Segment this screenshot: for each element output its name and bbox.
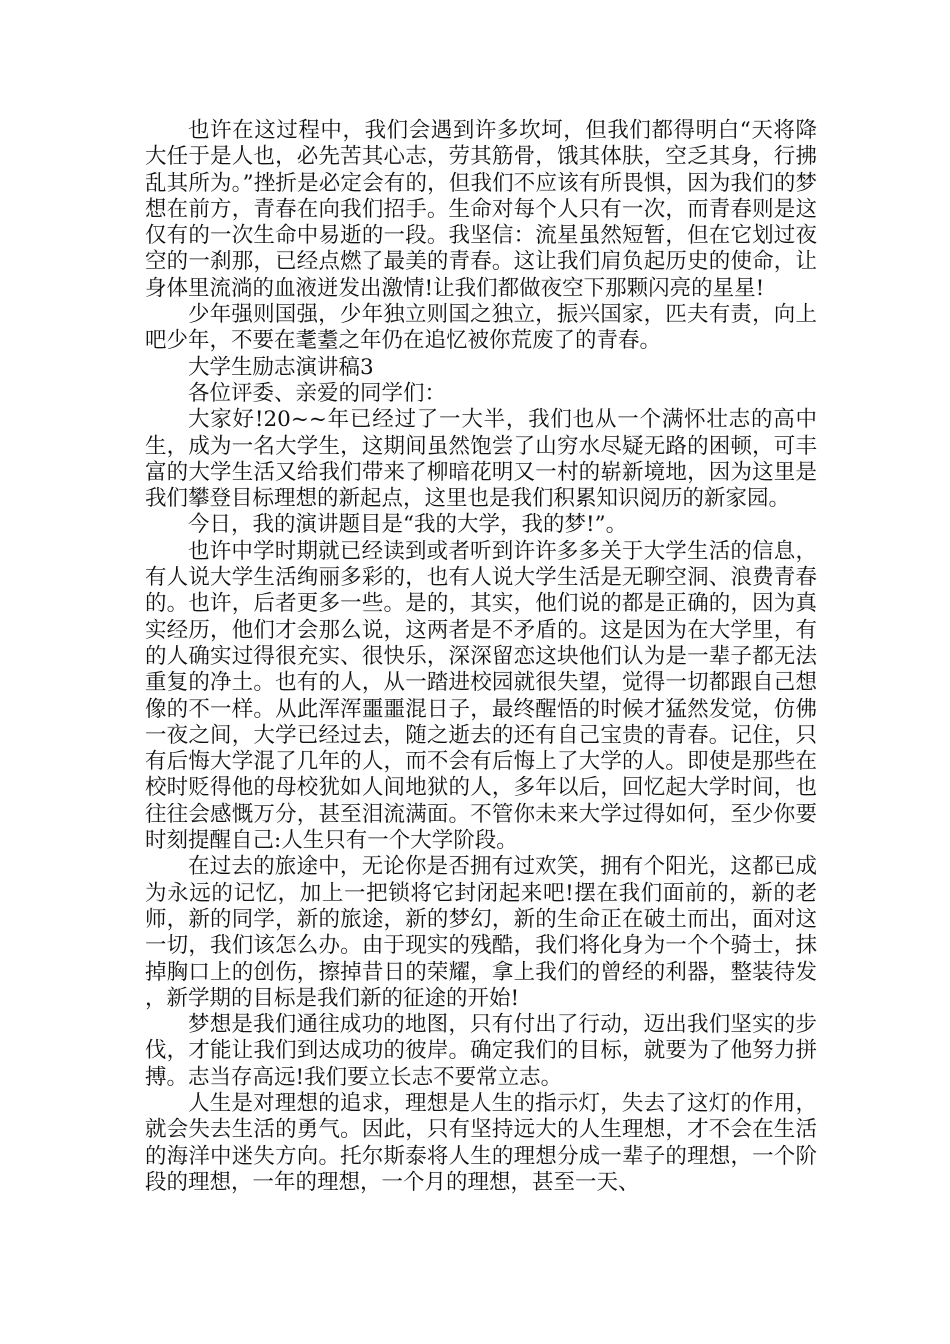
- salutation: 各位评委、亲爱的同学们：: [188, 380, 447, 406]
- paragraph: 今日，我的演讲题目是“我的大学，我的梦!”。: [188, 512, 628, 538]
- paragraph: 也许在这过程中，我们会遇到许多坎坷，但我们都得明白“天将降大任于是人也，必先苦其心志，劳其筋骨，饿其体肤，空乏其身，行拂乱其所为。”挫折是必定会有的，但我们不应该有所畏惧，因为我们的梦想在前方，青春在向我们招手。生命对每个人只有一次，而青春则是这仅有的一次生命中易逝的一段。我坚信：流星虽然短暂，但在它划过夜空的一刹那，已经点燃了最美的青春。这让我们肩负起历史的使命，让身体里流淌的血液迸发出激情!让我们都做夜空下那颗闪亮的星星!: [145, 118, 817, 301]
- paragraph: 也许中学时期就已经读到或者听到许许多多关于大学生活的信息，有人说大学生活绚丽多彩的，也有人说大学生活是无聊空洞、浪费青春的。也许，后者更多一些。是的，其实，他们说的都是正确的，因为真实经历，他们才会那么说，这两者是不矛盾的。这是因为在大学里，有的人确实过得很充实、很快乐，深深留恋这块他们认为是一辈子都无法重复的净土。也有的人，从一踏进校园就很失望，觉得一切都跟自己想像的不一样。从此浑浑噩噩混日子，最终醒悟的时候才猛然发觉，仿佛一夜之间，大学已经过去，随之逝去的还有自己宝贵的青春。记住，只有后悔大学混了几年的人，而不会有后悔上了大学的人。即使是那些在校时贬得他的母校犹如人间地狱的人，多年以后，回忆起大学时间，也往往会感慨万分，甚至泪流满面。不管你未来大学过得如何，至少你要时刻提醒自己:人生只有一个大学阶段。: [145, 538, 817, 854]
- paragraph: 少年强则国强，少年独立则国之独立，振兴国家，匹夫有责，向上吧少年，不要在耄耋之年仍在追忆被你荒废了的青春。: [145, 302, 817, 354]
- document-page: [145, 118, 817, 1196]
- paragraph: 人生是对理想的追求，理想是人生的指示灯，失去了这灯的作用，就会失去生活的勇气。因此，只有坚持远大的人生理想，才不会在生活的海洋中迷失方向。托尔斯泰将人生的理想分成一辈子的理想，一个阶段的理想，一年的理想，一个月的理想，甚至一天、: [145, 1090, 817, 1195]
- paragraph: 大家好!20~~年已经过了一大半，我们也从一个满怀壮志的高中生，成为一名大学生，这期间虽然饱尝了山穷水尽疑无路的困顿，可丰富的大学生活又给我们带来了柳暗花明又一村的崭新境地，因为这里是我们攀登目标理想的新起点，这里也是我们积累知识阅历的新家园。: [145, 407, 817, 512]
- section-heading: 大学生励志演讲稿3: [188, 354, 374, 380]
- paragraph: 梦想是我们通往成功的地图，只有付出了行动，迈出我们坚实的步伐，才能让我们到达成功的彼岸。确定我们的目标，就要为了他努力拼搏。志当存高远!我们要立长志不要常立志。: [145, 1012, 817, 1090]
- paragraph: 在过去的旅途中，无论你是否拥有过欢笑，拥有个阳光，这都已成为永远的记忆，加上一把锁将它封闭起来吧!摆在我们面前的，新的老师，新的同学，新的旅途，新的梦幻，新的生命正在破土而出，面对这一切，我们该怎么办。由于现实的残酷，我们将化身为一个个骑士，抹掉胸口上的创伤，擦掉昔日的荣耀，拿上我们的曾经的利器，整装待发，新学期的目标是我们新的征途的开始!: [145, 854, 817, 1011]
